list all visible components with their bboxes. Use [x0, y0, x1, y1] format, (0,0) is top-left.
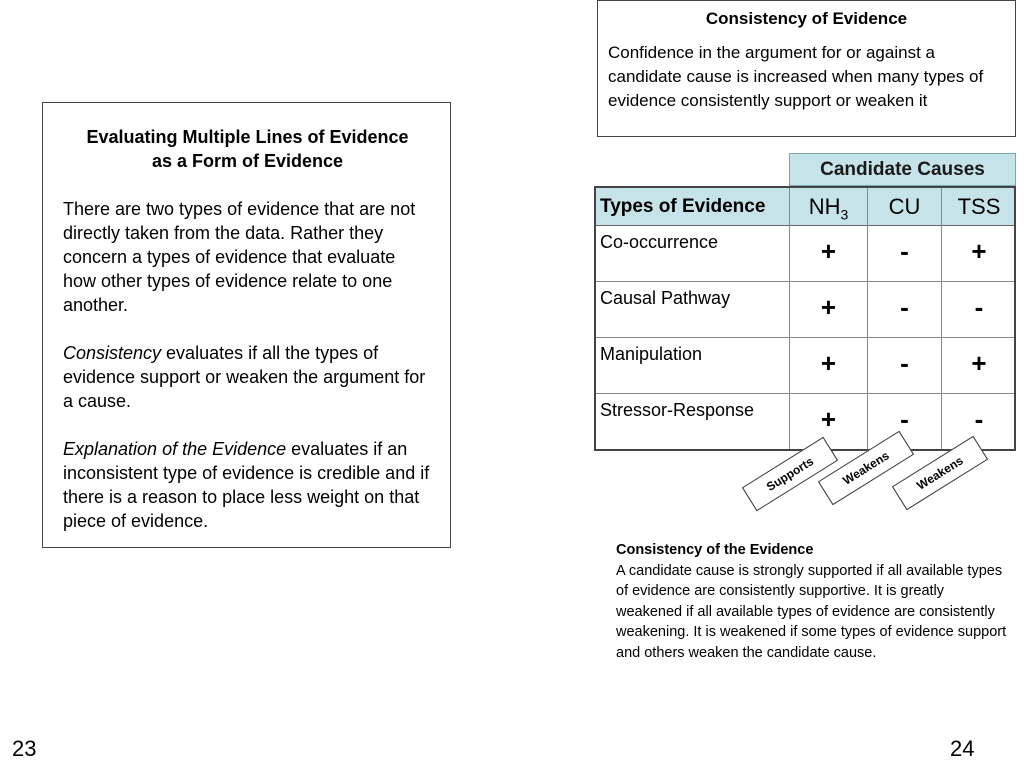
cell-manipulation-nh3: + — [789, 338, 867, 394]
column-header-nh3 — [789, 186, 867, 226]
panel-title — [61, 125, 434, 173]
cell-stressor-response-tss: - — [941, 394, 1016, 451]
cell-causal-pathway-tss: - — [941, 282, 1016, 338]
consistency-box-title: Consistency of Evidence — [705, 9, 908, 28]
evaluating-evidence-panel — [42, 102, 451, 548]
tag-weakens-tss: Weakens — [892, 436, 988, 511]
row-label-co-occurrence: Co-occurrence — [594, 226, 789, 282]
cell-causal-pathway-nh3: + — [789, 282, 867, 338]
consistency-term: Consistency — [63, 343, 162, 363]
evidence-table — [594, 153, 1016, 451]
cell-co-occurrence-nh3: + — [789, 226, 867, 282]
panel-paragraph-1: There are two types of evidence that are not directly taken from the data. Rather they concern a types of evidence that evaluate how other types of evidence relate to one another. — [63, 199, 416, 315]
summary-body: A candidate cause is strongly supported if all available types of evidence are consistently supportive. It is greatly weakened if all available types of evidence are consistently weakening. It is weakened if some types of evidence support and others weaken the candidate cause. — [616, 562, 1007, 661]
panel-title-line2: as a Form of Evidence — [151, 151, 344, 171]
page-number-right: 24 — [950, 736, 975, 761]
candidate-causes-header: Candidate Causes — [789, 153, 1016, 186]
summary-title: Consistency of the Evidence — [616, 542, 814, 558]
panel-paragraph-2 — [63, 341, 433, 413]
cell-co-occurrence-cu: - — [867, 226, 941, 282]
tag-weakens-cu: Weakens — [818, 431, 914, 506]
column-header-tss: TSS — [941, 186, 1016, 226]
consistency-definition: evaluates if all the types of evidence support or weaken the argument for a cause. — [63, 343, 426, 411]
cell-stressor-response-cu: - — [867, 394, 941, 451]
panel-title-line1: Evaluating Multiple Lines of Evidence — [86, 127, 409, 147]
panel-paragraph-3 — [63, 437, 433, 533]
panel-body — [63, 197, 433, 557]
row-label-causal-pathway: Causal Pathway — [594, 282, 789, 338]
consistency-summary — [616, 540, 1008, 663]
row-label-stressor-response: Stressor-Response — [600, 400, 755, 420]
cell-manipulation-cu: - — [867, 338, 941, 394]
tag-supports: Supports — [742, 437, 838, 512]
cell-manipulation-tss: + — [941, 338, 1016, 394]
consistency-box-body: Confidence in the argument for or against a candidate cause is increased when many types of evidence consistently support or weaken it — [608, 43, 984, 110]
cell-stressor-response-nh3: + — [789, 394, 867, 451]
page-number-left: 23 — [12, 736, 37, 761]
column-header-nh3-main: NH — [808, 194, 841, 219]
column-header-cu: CU — [867, 186, 941, 226]
cell-co-occurrence-tss: + — [941, 226, 1016, 282]
explanation-definition: evaluates if an inconsistent type of evidence is credible and if there is a reason to place less weight on that piece of evidence. — [63, 439, 430, 531]
consistency-box — [597, 0, 1016, 137]
row-label-manipulation: Manipulation — [594, 338, 789, 394]
types-of-evidence-header: Types of Evidence — [594, 186, 789, 226]
explanation-term: Explanation of the Evidence — [63, 439, 287, 459]
column-header-nh3-sub: 3 — [840, 206, 849, 223]
cell-causal-pathway-cu: - — [867, 282, 941, 338]
